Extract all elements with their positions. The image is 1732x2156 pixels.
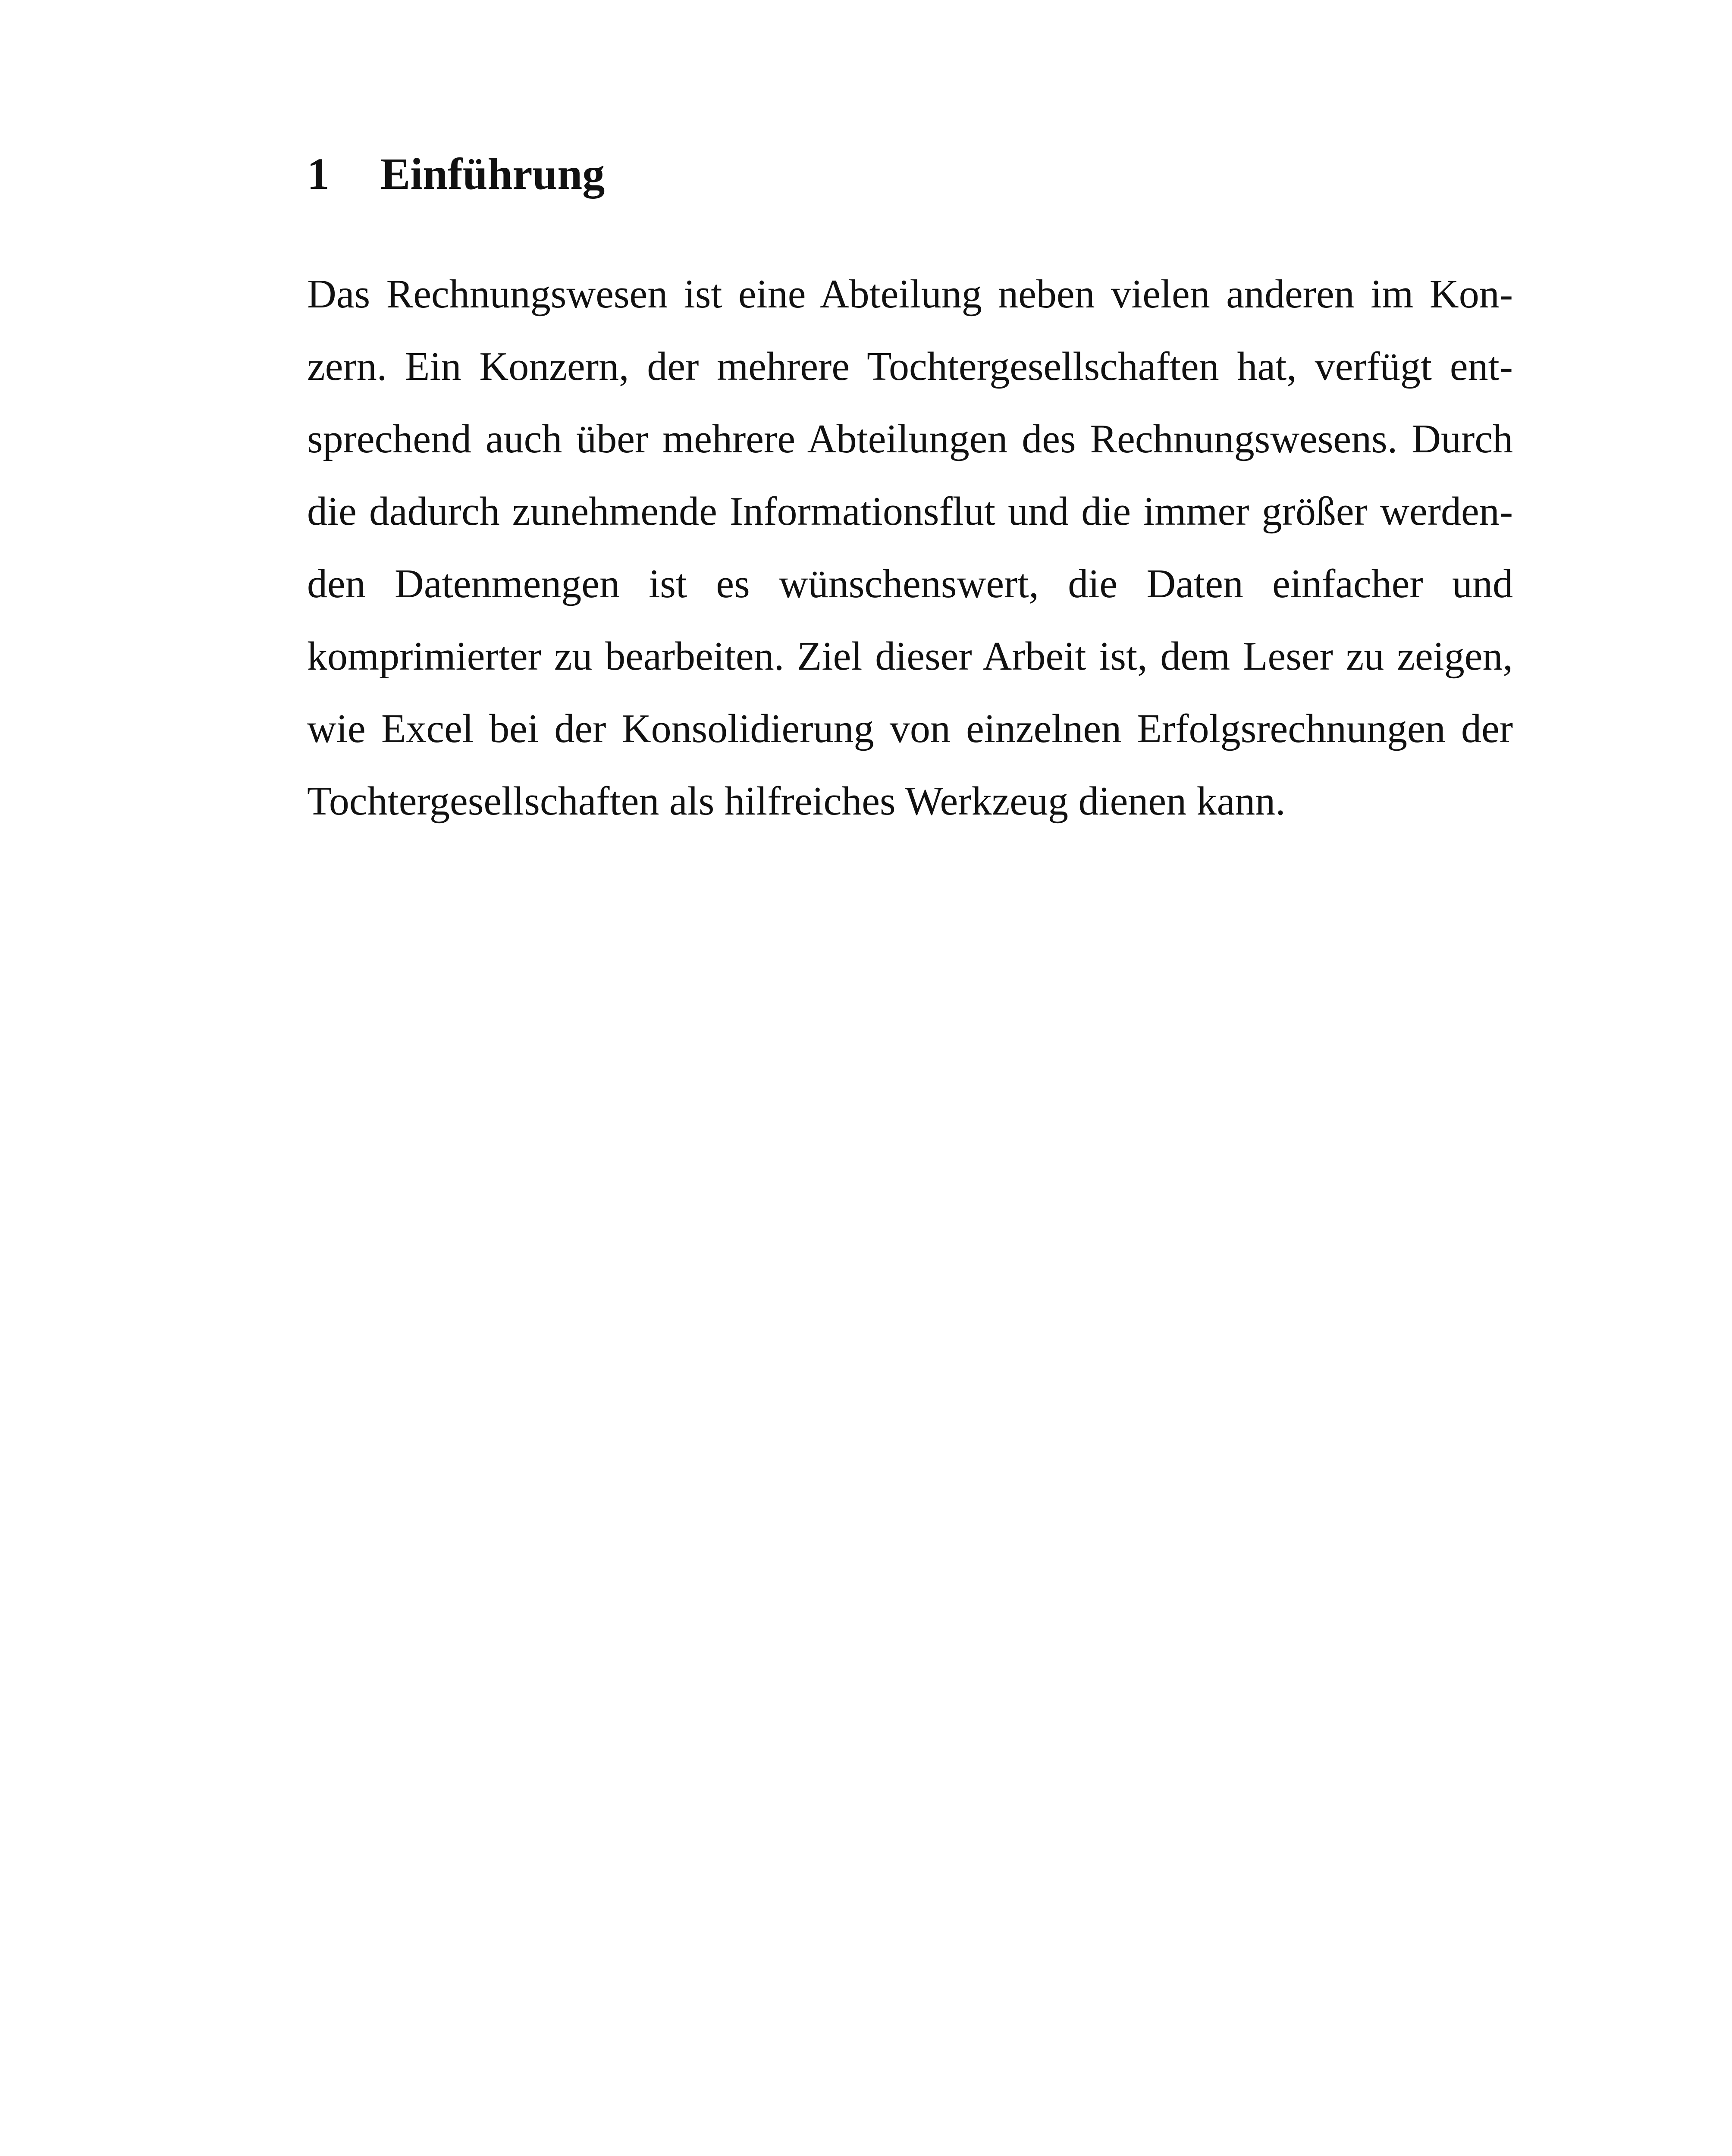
paragraph-line: wie Excel bei der Konsolidierung von einzelnen Erfolgsrechnungen der [307, 706, 1513, 751]
paragraph-line: komprimierter zu bearbeiten. Ziel dieser Arbeit ist, dem Leser zu zeigen, [307, 634, 1513, 679]
chapter-title: Einführung [380, 149, 605, 199]
introduction-paragraph [307, 258, 1513, 837]
chapter-number: 1 [307, 149, 329, 199]
chapter-heading [307, 149, 605, 199]
paragraph-line: Tochtergesellschaften als hilfreiches Werkzeug dienen kann. [307, 779, 1286, 824]
paragraph-line: Das Rechnungswesen ist eine Abteilung neben vielen anderen im Kon- [307, 272, 1513, 317]
paragraph-line: zern. Ein Konzern, der mehrere Tochtergesellschaften hat, verfügt ent- [307, 344, 1513, 389]
paragraph-line: sprechend auch über mehrere Abteilungen des Rechnungswesens. Durch [307, 417, 1513, 461]
paragraph-line: den Datenmengen ist es wünschenswert, die Daten einfacher und [307, 561, 1513, 606]
paragraph-line: die dadurch zunehmende Informationsflut und die immer größer werden- [307, 489, 1513, 534]
